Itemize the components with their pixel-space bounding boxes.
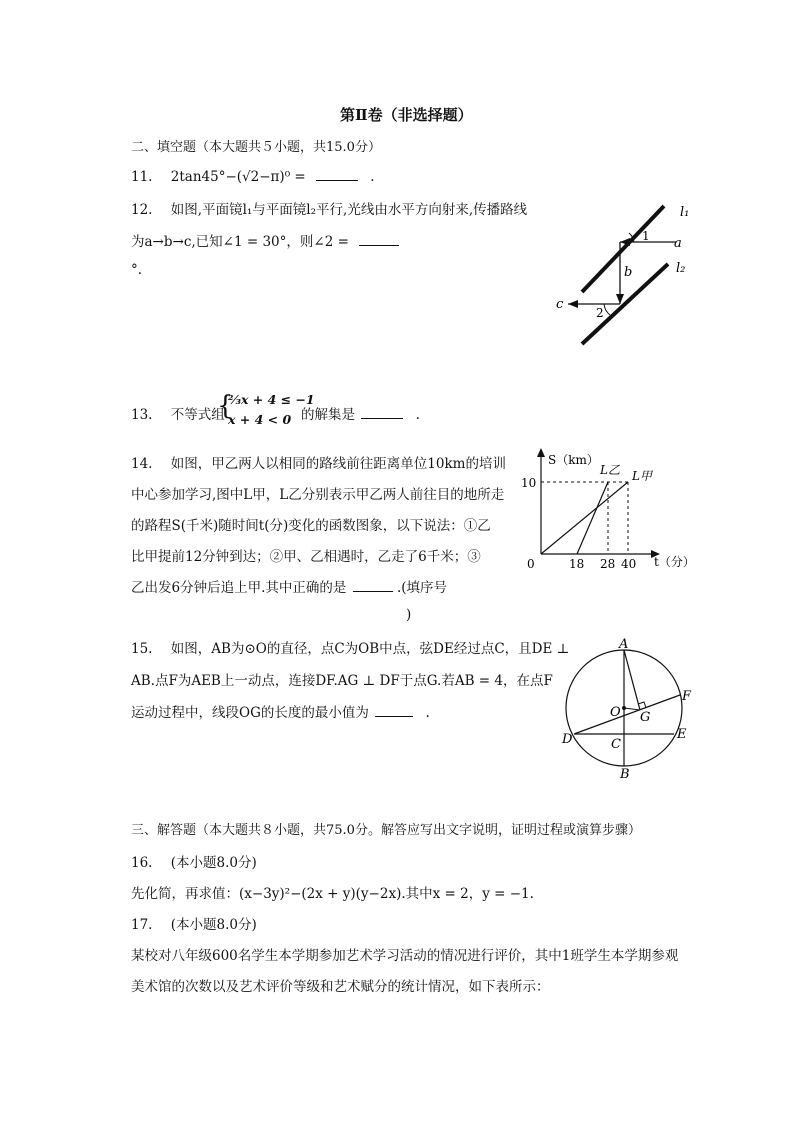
label-l1: l₁ xyxy=(680,205,690,220)
answer-blank[interactable] xyxy=(353,577,393,592)
inequality-2: x + 4 < 0 xyxy=(228,412,292,427)
label-C: C xyxy=(611,737,621,752)
question-15-text1: 如图，AB为⊙O的直径，点C为OB中点，弦DE经过点C，且DE ⊥ xyxy=(170,641,570,657)
segment-og xyxy=(624,708,640,710)
question-15-line2: AB.点F为AEB上一动点，连接DF.AG ⊥ DF于点G.若AB = 4，在点F xyxy=(131,673,553,689)
x-axis-label: t（分） xyxy=(654,555,695,569)
question-15-line3 xyxy=(131,701,430,721)
question-14-line2: 中心参加学习,图中L甲，L乙分别表示甲乙两人前往目的地所走 xyxy=(131,487,505,503)
ray-c-arrow-icon xyxy=(568,300,578,308)
question-14-line1 xyxy=(131,452,506,472)
label-angle-2: 2 xyxy=(596,306,604,320)
line-yi xyxy=(577,482,608,554)
section-heading-fill-blank: 二、填空题（本大题共５小题，共15.0分） xyxy=(131,140,381,155)
question-17-header xyxy=(131,913,257,933)
y-axis-arrow-icon xyxy=(537,448,545,457)
question-11-end: . xyxy=(370,169,375,185)
label-angle-1: 1 xyxy=(642,229,650,243)
question-12-line3: °. xyxy=(131,262,143,278)
label-a: a xyxy=(674,236,682,251)
question-13-end: . xyxy=(415,407,420,423)
question-number: 16. xyxy=(131,855,153,871)
question-number: 13. xyxy=(131,407,153,423)
answer-blank[interactable] xyxy=(316,166,358,181)
question-11-expression: 2tan45°−(√2−π)⁰ = xyxy=(170,169,306,185)
question-15-end: . xyxy=(425,705,430,721)
question-17-line1: 某校对八年级600名学生本学期参加艺术学习活动的情况进行评价，其中1班学生本学期参观 xyxy=(131,948,679,964)
inequality-1: ⅔x + 4 ≤ −1 xyxy=(228,392,315,407)
label-F: F xyxy=(682,689,692,704)
question-12-text: 如图,平面镜l₁与平面镜l₂平行,光线由水平方向射来,传播路线 xyxy=(170,202,528,218)
answer-blank[interactable] xyxy=(375,702,413,717)
question-14-line5 xyxy=(131,576,447,596)
label-G: G xyxy=(640,710,651,725)
section-heading-solve: 三、解答题（本大题共８小题，共75.0分。解答应写出文字说明，证明过程或演算步骤） xyxy=(131,823,641,838)
question-number: 14. xyxy=(131,456,153,472)
question-number: 11. xyxy=(131,169,153,185)
label-O: O xyxy=(610,705,621,720)
tick-label-x40: 40 xyxy=(621,557,637,571)
question-16-text: 先化简，再求值：(x−3y)²−(2x + y)(y−2x).其中x = 2，y = −1. xyxy=(131,886,534,902)
origin-label: 0 xyxy=(527,557,535,571)
question-13-post-text: 的解集是 xyxy=(301,407,355,423)
label-l-yi: L乙 xyxy=(600,463,620,477)
question-12-line2 xyxy=(131,230,399,250)
label-c: c xyxy=(556,297,564,312)
brace-icon: { xyxy=(217,391,234,421)
label-E: E xyxy=(677,727,687,742)
tick-label-x18: 18 xyxy=(569,557,585,571)
question-12-text2: 为a→b→c,已知∠1 = 30°，则∠2 = xyxy=(131,234,349,250)
question-12-line1 xyxy=(131,198,527,218)
question-number: 15. xyxy=(131,641,153,657)
question-16-score: (本小题8.0分) xyxy=(170,855,257,871)
ray-b-arrow-icon xyxy=(616,294,624,304)
question-15-line1 xyxy=(131,637,569,657)
distance-time-graph xyxy=(516,444,696,572)
tick-label-x28: 28 xyxy=(600,557,616,571)
y-axis-label: S（km） xyxy=(548,453,599,467)
answer-blank[interactable] xyxy=(361,404,403,419)
question-15-text3: 运动过程中，线段OG的长度的最小值为 xyxy=(131,705,369,721)
label-B: B xyxy=(620,767,630,782)
question-number: 17. xyxy=(131,917,153,933)
answer-blank[interactable] xyxy=(359,231,399,246)
tick-label-y10: 10 xyxy=(521,476,537,490)
angle-2-arc xyxy=(604,304,610,315)
question-number: 12. xyxy=(131,202,153,218)
segment-ag xyxy=(624,650,640,710)
center-point xyxy=(622,706,626,710)
question-14-text5-end: .(填序号 xyxy=(396,580,448,596)
question-14-line4: 比甲提前12分钟到达；②甲、乙相遇时，乙走了6千米；③ xyxy=(131,549,481,565)
question-14-line6: ) xyxy=(406,607,412,623)
question-13-post xyxy=(301,403,420,423)
question-14-text1: 如图，甲乙两人以相同的路线前往距离单位10km的培训 xyxy=(170,456,506,472)
label-b: b xyxy=(624,265,633,280)
line-jia xyxy=(541,482,628,554)
question-11 xyxy=(131,166,375,185)
question-17-line2: 美术馆的次数以及艺术评价等级和艺术赋分的统计情况，如下表所示： xyxy=(131,979,550,995)
question-14-line3: 的路程S(千米)随时间t(分)变化的函数图象，以下说法：①乙 xyxy=(131,518,491,534)
label-l2: l₂ xyxy=(676,261,686,276)
question-13 xyxy=(131,403,225,423)
mirror-reflection-figure xyxy=(552,196,702,348)
question-17-score: (本小题8.0分) xyxy=(170,917,257,933)
question-13-pre: 不等式组 xyxy=(170,407,225,423)
circle-geometry-figure xyxy=(558,632,698,782)
label-D: D xyxy=(562,732,573,747)
label-l-jia: L甲 xyxy=(632,469,652,483)
label-A: A xyxy=(619,637,629,652)
question-16-header xyxy=(131,851,257,871)
page-title: 第Ⅱ卷（非选择题） xyxy=(340,106,473,124)
question-14-text5: 乙出发6分钟后追上甲.其中正确的是 xyxy=(131,580,347,596)
segment-df xyxy=(574,695,680,734)
